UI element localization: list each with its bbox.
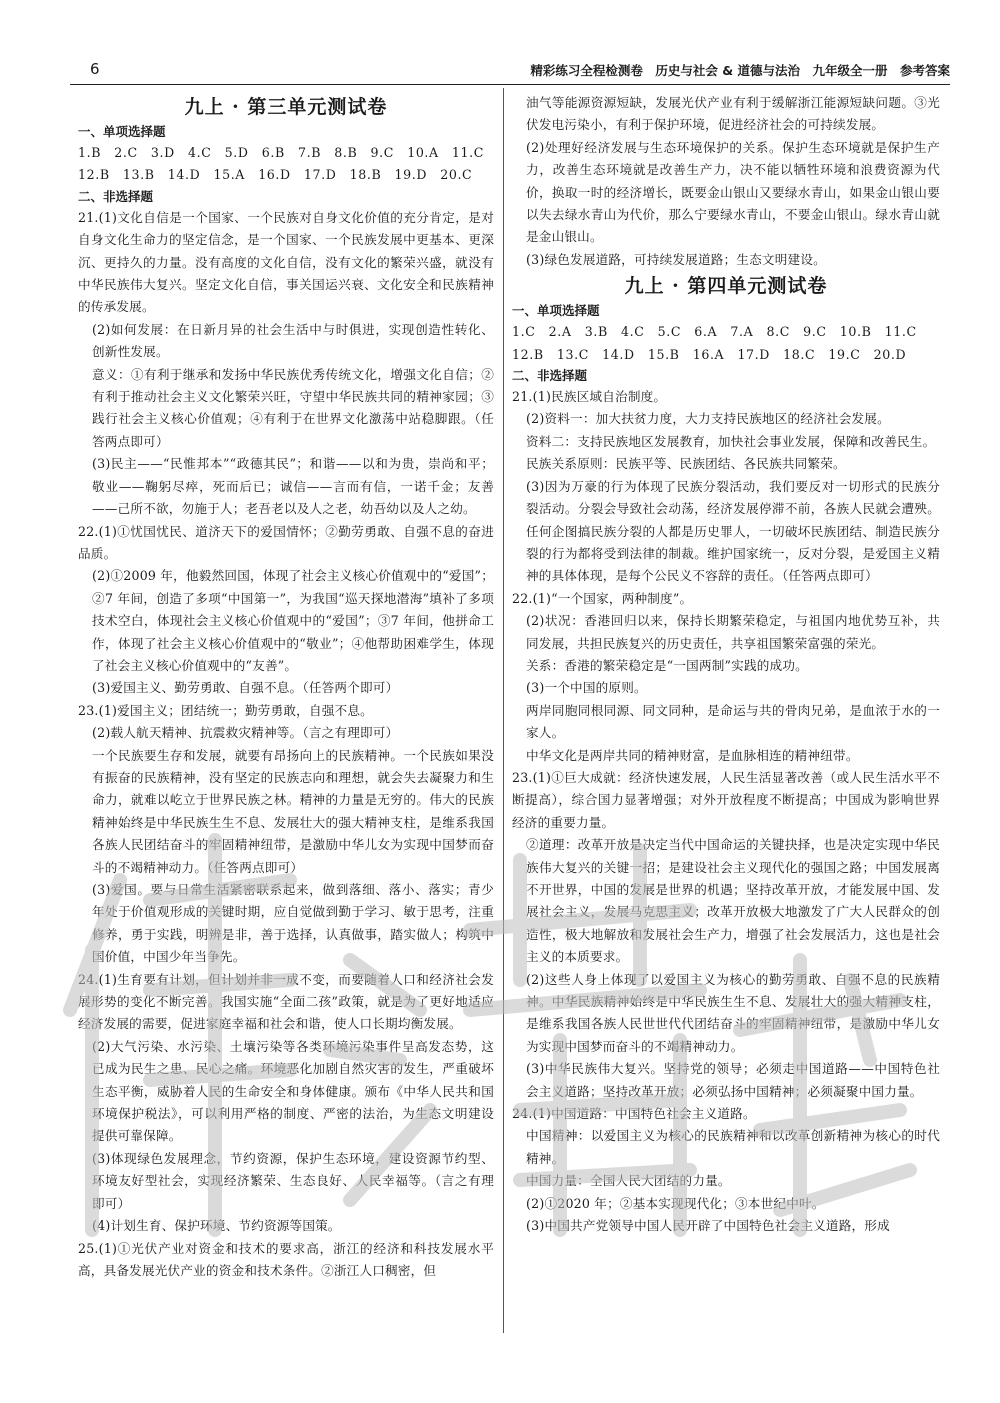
unit4-answer-paragraph-7: (2)状况：香港回归以来，保持长期繁荣稳定，与祖国内地优势互补，共同发展，共担民族复兴的历史责任，共享祖国繁荣富强的荣光。	[526, 613, 940, 651]
unit4-nonmc-heading: 二、非选择题	[512, 368, 588, 384]
unit4-answer-paragraph-20: (3)中国共产党领导中国人民开辟了中国特色社会主义道路，形成	[526, 1218, 890, 1234]
right-column	[512, 92, 940, 1238]
answer-paragraph-1: 21.(1)文化自信是一个国家、一个民族对自身文化价值的充分肯定，是对自身文化生命力的坚定信念，是一个国家、一个民族发展中更基本、更深沉、更持久的力量。没有高度的文化自信，没有文化的繁荣兴盛，就没有中华民族伟大复兴。坚定文化自信，事关国运兴衰、文化安全和民族精神的传承发展。	[78, 209, 494, 315]
answer-paragraph-6: (2)①2009 年，他毅然回国，体现了社会主义核心价值观中的“爱国”；②7 年间，创造了多项“中国第一”，为我国“巡天探地潜海”填补了多项技术空白，体现社会主义核心价值观中的“爱国”；③7 年间，他拼命工作，体现了社会主义核心价值观中的“敬业”；④他帮助困难学生，体现了社会主义核心价值观中的“友善”。	[92, 568, 494, 673]
unit4-answers	[512, 386, 940, 1237]
answer-paragraph-continued-1: 油气等能源资源短缺，发展光伏产业有利于缓解浙江能源短缺问题。③光伏发电污染小，有利于保护环境，促进经济社会的可持续发展。	[526, 95, 940, 133]
unit4-mc-heading: 一、单项选择题	[512, 303, 600, 319]
unit4-answer-paragraph-11: 中华文化是两岸共同的精神财富，是血脉相连的精神纽带。	[526, 747, 859, 763]
unit4-answer-paragraph-19: (2)①2020 年；②基本实现现代化；③本世纪中叶。	[526, 1195, 825, 1211]
answer-paragraph-2: (2)如何发展：在日新月异的社会生活中与时俱进，实现创造性转化、创新性发展。	[92, 321, 494, 360]
answer-paragraph-4: (3)民主——“民惟邦本”“政德其民”；和谐——以和为贵，崇尚和平；敬业——鞠躬尽瘁，死而后已；诚信——言而有信，一诺千金；友善——己所不欲，勿施于人；老吾老以及人之老，幼吾幼以及人之幼。	[92, 456, 494, 517]
answer-paragraph-16: 25.(1)①光伏产业对资金和技术的要求高，浙江的经济和科技发展水平高，具备发展光伏产业的资金和技术条件。②浙江人口稠密，但	[78, 1240, 494, 1278]
answer-paragraph-15: (4)计划生育、保护环境、节约资源等国策。	[92, 1218, 341, 1234]
answer-paragraph-5: 22.(1)①忧国忧民、道济天下的爱国情怀；②勤劳勇敢、自强不息的奋进品质。	[78, 523, 494, 561]
unit4-answer-paragraph-14: (2)这些人身上体现了以爱国主义为核心的勤劳勇敢、自强不息的民族精神。中华民族精神始终是中华民族生生不息、发展壮大的强大精神支柱，是维系我国各族人民世世代代团结奋斗的牢固精神纽带，是激励中华儿女为实现中国梦而奋斗的不竭精神动力。	[526, 971, 940, 1054]
answer-paragraph-10: 一个民族要生存和发展，就要有昂扬向上的民族精神。一个民族如果没有振奋的民族精神，没有坚定的民族志向和理想，就会失去凝聚力和生命力，就难以屹立于世界民族之林。精神的力量是无穷的。伟大的民族精神始终是中华民族生生不息、发展壮大的强大精神支柱，是维系我国各族人民团结奋斗的牢固精神纽带，是激励中华儿女为实现中国梦而奋斗的不竭精神动力。（任答两点即可）	[92, 747, 494, 875]
answer-paragraph-8: 23.(1)爱国主义；团结统一；勤劳勇敢，自强不息。	[78, 702, 373, 718]
answer-paragraph-13: (2)大气污染、水污染、土壤污染等各类环境污染事件呈高发态势，这已成为民生之患、民心之痛。环境恶化加剧自然灾害的发生，严重破坏生态平衡，威胁着人民的生命安全和身体健康。颁布《中华人民共和国环境保护税法》，可以利用严格的制度、严密的法治，为生态文明建设提供可靠保障。	[92, 1038, 494, 1144]
answer-paragraph-12: 24.(1)生育要有计划，但计划并非一成不变，而要随着人口和经济社会发展形势的变化不断完善。我国实施“全面二孩”政策，就是为了更好地适应经济发展的需要，促进家庭幸福和社会和谐，使人口长期均衡发展。	[78, 971, 494, 1032]
unit3-nonmc-heading: 二、非选择题	[78, 188, 154, 204]
unit4-answer-paragraph-4: 民族关系原则：民族平等、民族团结、各民族共同繁荣。	[526, 456, 846, 472]
answer-paragraph-3: 意义：①有利于继承和发扬中华民族优秀传统文化，增强文化自信；②有利于推动社会主义文化繁荣兴旺，守望中华民族共同的精神家园；③践行社会主义核心价值观；④有利于在世界文化激荡中站稳脚跟。（任答两点即可）	[92, 366, 494, 449]
answer-paragraph-11: (3)爱国。要与日常生活紧密联系起来，做到落细、落小、落实；青少年处于价值观形成的关键时期，应自觉做到勤于学习、敏于思考，注重修养，勇于实践，明辨是非，善于选择，认真做事，踏实做人；构筑中国价值，中国少年当争先。	[92, 882, 494, 965]
unit3-answers-continued	[512, 92, 940, 271]
page-header	[70, 58, 950, 85]
left-column	[78, 92, 494, 1282]
unit4-answer-paragraph-15: (3)中华民族伟大复兴。坚持党的领导；必须走中国道路——中国特色社会主义道路；坚持改革开放；必须弘扬中国精神；必须凝聚中国力量。	[526, 1061, 940, 1099]
unit4-answer-paragraph-2: (2)资料一：加大扶贫力度，大力支持民族地区的经济社会发展。	[526, 411, 890, 427]
unit4-mc-answers-row2: 12.B 13.C 14.D 15.B 16.A 17.D 18.C 19.C 20.D	[512, 346, 907, 362]
unit4-answer-paragraph-5: (3)因为万豪的行为体现了民族分裂活动，我们要反对一切形式的民族分裂活动。分裂会导致社会动荡，经济发展停滞不前，各族人民就会遭殃。任何企图搞民族分裂的人都是历史罪人，一切破坏民族团结、制造民族分裂的行为都将受到法律的制裁。维护国家统一，反对分裂，是爱国主义精神的具体体现，是每个公民义不容辞的责任。（任答两点即可）	[526, 478, 940, 584]
unit4-answer-paragraph-9: (3)一个中国的原则。	[526, 680, 647, 696]
answer-paragraph-continued-2: (2)处理好经济发展与生态环境保护的关系。保护生态环境就是保护生产力，改善生态环境就是改善生产力，决不能以牺牲环境和浪费资源为代价，换取一时的经济增长，既要金山银山又要绿水青山，如果金山银山要以失去绿水青山为代价，那么宁要绿水青山，不要金山银山。绿水青山就是金山银山。	[526, 139, 940, 245]
unit4-answer-paragraph-10: 两岸同胞同根同源、同文同种，是命运与共的骨肉兄弟，是血浓于水的一家人。	[526, 702, 940, 741]
page-number: 6	[90, 60, 100, 78]
unit4-answer-paragraph-6: 22.(1)“一个国家，两种制度”。	[512, 590, 693, 606]
unit3-answers	[78, 207, 494, 1283]
unit4-answer-paragraph-1: 21.(1)民族区域自治制度。	[512, 389, 667, 405]
unit3-mc-answers-row1: 1.B 2.C 3.D 4.C 5.D 6.B 7.B 8.B 9.C 10.A 11.C	[78, 145, 484, 160]
answer-paragraph-9: (2)载人航天精神、抗震救灾精神等。（言之有理即可）	[92, 725, 399, 741]
unit3-title: 九上 · 第三单元测试卷	[184, 96, 388, 118]
unit3-mc-heading: 一、单项选择题	[78, 124, 166, 139]
unit3-mc-answers-row2: 12.B 13.B 14.D 15.A 16.D 17.D 18.B 19.D 20.C	[78, 167, 473, 183]
running-head: 精彩练习全程检测卷 历史与社会 & 道德与法治 九年级全一册 参考答案	[530, 63, 950, 78]
unit4-answer-paragraph-17: 中国精神：以爱国主义为核心的民族精神和以改革创新精神为核心的时代精神。	[526, 1128, 940, 1166]
column-divider	[503, 88, 504, 1333]
answer-paragraph-14: (3)体现绿色发展理念，节约资源，保护生态环境，建设资源节约型、环境友好型社会，实现经济繁荣、生态良好、人民幸福等。（言之有理即可）	[92, 1150, 494, 1211]
unit4-answer-paragraph-13: ②道理：改革开放是决定当代中国命运的关键抉择，也是决定实现中华民族伟大复兴的关键一招；是建设社会主义现代化的强国之路；中国发展离不开世界，中国的发展是世界的机遇；坚持改革开放，才能发展中国、发展社会主义，发展马克思主义；改革开放极大地激发了广大人民群众的创造性，极大地解放和发展社会生产力，增强了社会发展活力，这也是社会主义的本质要求。	[526, 837, 940, 965]
unit4-answer-paragraph-3: 资料二：支持民族地区发展教育，加快社会事业发展，保障和改善民生。	[526, 433, 936, 449]
unit4-answer-paragraph-16: 24.(1)中国道路：中国特色社会主义道路。	[512, 1106, 756, 1122]
unit4-title: 九上 · 第四单元测试卷	[624, 275, 828, 298]
answer-paragraph-continued-3: (3)绿色发展道路，可持续发展道路；生态文明建设。	[526, 251, 826, 267]
unit4-mc-answers-row1: 1.C 2.A 3.B 4.C 5.C 6.A 7.A 8.C 9.C 10.B 11.C	[512, 324, 917, 340]
answer-paragraph-7: (3)爱国主义、勤劳勇敢、自强不息。（任答两个即可）	[92, 680, 399, 696]
unit4-answer-paragraph-18: 中国力量：全国人民大团结的力量。	[526, 1173, 731, 1189]
unit4-answer-paragraph-12: 23.(1)①巨大成就：经济快速发展，人民生活显著改善（或人民生活水平不断提高），综合国力显著增强；对外开放程度不断提高；中国成为影响世界经济的重要力量。	[512, 769, 940, 830]
unit4-answer-paragraph-8: 关系：香港的繁荣稳定是“一国两制”实践的成功。	[526, 657, 808, 673]
